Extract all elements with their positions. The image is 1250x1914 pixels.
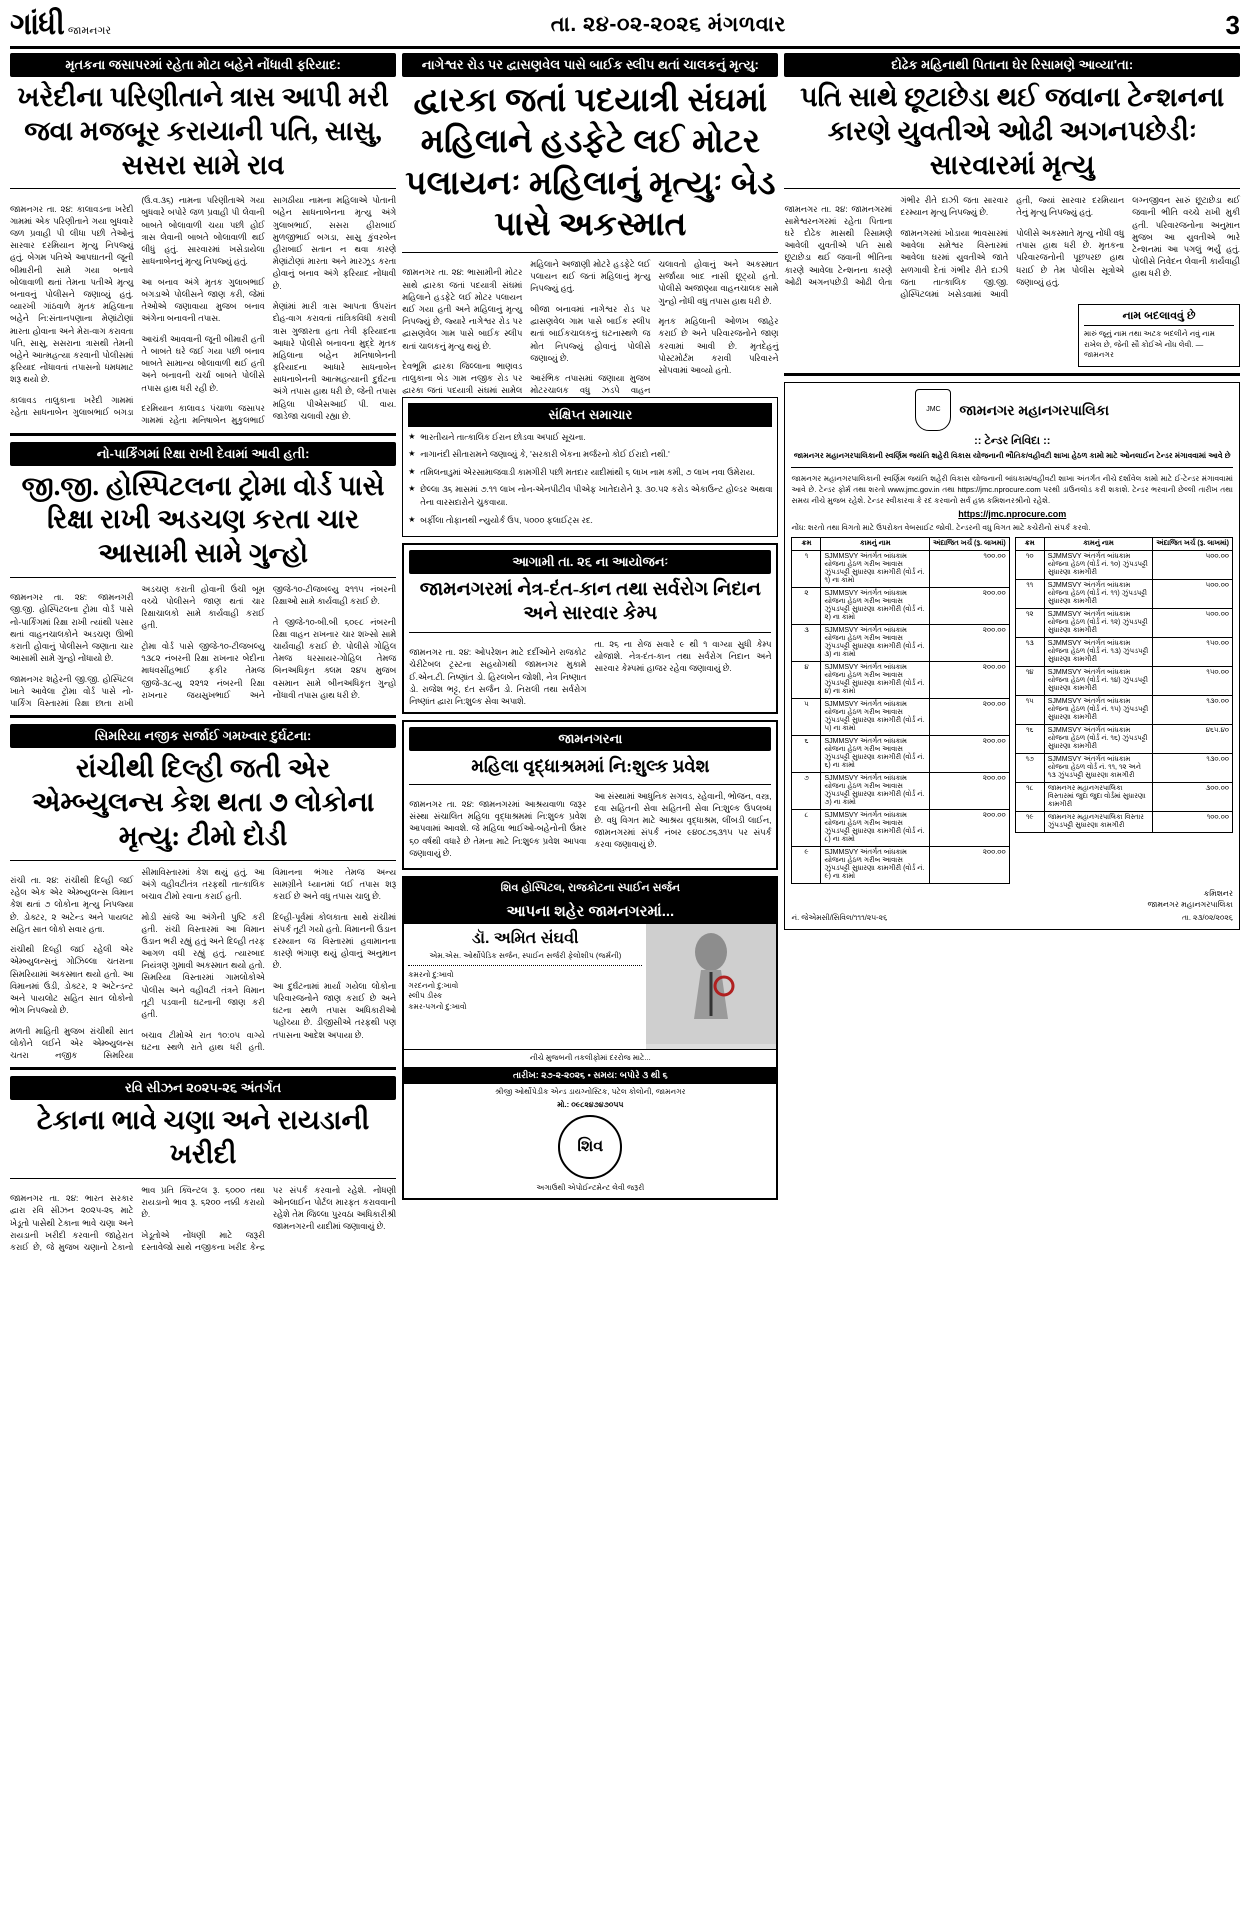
article-lead-accident <box>402 53 778 397</box>
paragraph: જામનગર તા. ૨૪: ઓપરેશન માટે દર્દીઓને રાજકોટ ચેરીટેબલ ટ્રસ્ટના સહયોગથી જામનગર મુકામે ઈ.એન.ટી. નિષ્ણાંત ડો. હિરલબેન જોશી, નેત્ર નિષ્ણાત ડો. રાજેશ ભટ્ટ, દંત સર્જન ડો. નિરાલી તથા સર્વરોગ નિષ્ણાંત દ્વારા નિ:શુલ્ક સેવા અપાશે. <box>409 647 587 706</box>
cell-work: SJMMSVY અંતર્ગત બાંધકામ યોજના હેઠળ ગરીબ આવાસ ઝુંપડપટ્ટી સુધારણા કામગીરી (વોર્ડ નં. ૮) ના કામો <box>821 809 929 846</box>
tender-body-text: જામનગર મહાનગરપાલિકાની સ્વર્ણિમ જયંતિ શહેરી વિકાસ યોજનાની બાંધકામ/વહીવટી શાખા અંતર્ગત નીચે દર્શાવેલ કામો માટે ઈ-ટેન્ડર મંગાવવામાં આવે છે. ટેન્ડર ફોર્મ તથા શરતો www.jmc.gov.in તથા https://jmc.nprocure.com પરથી ડાઉનલોડ કરી શકાશે. ટેન્ડર ભરવાની છેલ્લી તારીખ તથા સમય નીચે મુજબ રહેશે. ટેન્ડર સ્વીકારવા કે રદ કરવાનો સર્વ હક્ક કમિશનરશ્રીનો રહેશે. <box>791 473 1233 505</box>
cell-no: ૧૪ <box>1015 666 1044 695</box>
table-row <box>792 698 1009 735</box>
article-headline: ટેકાના ભાવે ચણા અને રાયડાની ખરીદી <box>36 1105 370 1170</box>
ad-illustration-spine <box>646 924 776 1049</box>
cell-work: SJMMSVY અંતર્ગત બાંધકામ યોજના હેઠળ (વોર્ડ નં. ૧૫) ઝુંપડપટ્ટી સુધારણા કામગીરી <box>1044 695 1152 724</box>
cell-work: SJMMSVY અંતર્ગત બાંધકામ યોજના હેઠળ (વોર્ડ નં. ૧૪) ઝુંપડપટ્ટી સુધારણા કામગીરી <box>1044 666 1152 695</box>
article-body <box>10 1184 396 1253</box>
cell-no: ૧૨ <box>1015 608 1044 637</box>
paragraph: ખેડૂતોએ નોંધણી માટે જરૂરી દસ્તાવેજો સાથે નજીકના ખરીદ કેન્દ્ર પર સંપર્ક કરવાનો રહેશે. નોંધણી ઓનલાઈન પોર્ટલ મારફત કરાવવાની રહેશે તેમ જિલ્લા પુરવઠા અધિકારીશ્રી જામનગરની યાદીમાં જણાવાયું છે. <box>141 1184 397 1253</box>
table-row <box>1015 550 1232 579</box>
tender-subtitle: જામનગર મહાનગરપાલિકાની સ્વર્ણિમ જયંતિ શહેરી વિકાસ યોજનાની ભૌતિક/વહીવટી શાખા હેઠળ કામો માટે ઓનલાઈન ટેન્ડર મંગાવવામાં આવે છે <box>793 451 1231 461</box>
ad-service-3: સ્લીપ ડીસ્ક <box>408 991 443 1001</box>
cell-amount: ૨૦૦.૦૦ <box>929 698 1009 735</box>
article-body <box>402 258 778 397</box>
paragraph: આ દુર્ઘટનામાં માર્યા ગયેલા લોકોના પરિવારજનોને જાણ કરાઈ છે અને ઘટના સ્થળે તપાસ અધિકારીઓ પહોંચ્યા છે. ડીજીસીએ તરફથી પણ તપાસના આદેશ અપાયા છે. <box>272 980 397 1040</box>
brief-news-list <box>408 431 772 527</box>
ad-band-line2: આપના શહેર જામનગરમાં... <box>404 899 776 924</box>
cell-work: SJMMSVY અંતર્ગત બાંધકામ યોજના હેઠળ (વોર્ડ નં. ૧૨) ઝુંપડપટ્ટી સુધારણા કામગીરી <box>1044 608 1152 637</box>
ad-service-1: કમરનો દુ:ખાવો <box>408 970 454 980</box>
column-middle <box>402 53 778 1200</box>
page-columns <box>10 53 1240 1253</box>
cell-no: ૧૮ <box>1015 782 1044 811</box>
logo-text: ગાંધી <box>10 8 64 41</box>
column-right <box>784 53 1240 930</box>
cell-amount: ૨૦૦.૦૦ <box>929 587 1009 624</box>
article-kicker: જામનગરના <box>409 727 771 751</box>
cell-no: ૮ <box>792 809 821 846</box>
list-item: ★ નાગાનંદી સીતારામને જણાવ્યું કે, 'સરકારી બેંકના મર્જરનો કોઈ ઈરાદો નથી.' <box>408 448 772 461</box>
tender-tables <box>791 533 1233 884</box>
article-kicker: મૃતકના જસાપરમાં રહેતા મોટા બહેને નોંધાવી ફરિયાદ: <box>10 53 396 77</box>
tender-table-left <box>791 537 1009 884</box>
cell-work: SJMMSVY અંતર્ગત બાંધકામ યોજના હેઠળ વોર્ડ નં. ૧૧, ૧૨ અને ૧૩ ઝુંપડપટ્ટી સુધારણા કામગીરી <box>1044 753 1152 782</box>
tender-ref-date: તા. ૨૩/૦૨/૨૦૨૬ <box>1182 913 1233 923</box>
col-header-work: કામનું નામ <box>1044 537 1152 550</box>
cell-amount: ૪૬૫.૪૦ <box>1153 724 1233 753</box>
notice-title: નામ બદલાવવું છે <box>1084 310 1234 326</box>
paragraph: બચાવ ટીમોએ રાત ૧૦:૦૫ વાગ્યે ઘટના સ્થળે રાતે હાથ ધરી હતી. વિમાનના ભંગાર તેમજ અન્ય સામગ્રીને ધ્યાનમાં લઈ તપાસ શરૂ કરાઈ છે અને વધુ તપાસ ચાલુ છે. <box>141 866 397 1052</box>
ad-doctor-name: ડૉ. અમિત સંઘવી <box>472 930 579 948</box>
page-number: 3 <box>1225 9 1240 40</box>
table-row <box>1015 724 1232 753</box>
paragraph: મોડી સાંજે આ અંગેની પુષ્ટિ કરી હતી. રાંચી વિસ્તારમાં આ વિમાન ઉડાન ભરી રહ્યું હતું અને દિલ્હી તરફ આગળ વધી રહ્યું હતું. ત્યારબાદ નિયંત્રણ ગુમાવી અકસ્માત થયો હતો. સિમરિયા વિસ્તારમાં ગામલોકોએ પોલીસ અને વહીવટી તંત્રને વિમાન તૂટી પડવાની ઘટનાની જાણ કરી હતી. <box>141 911 265 1020</box>
cell-amount: ૫૦૦.૦૦ <box>1153 608 1233 637</box>
ad-band-line1: શિવ હોસ્પિટલ, રાજકોટના સ્પાઈન સર્જન <box>404 878 776 899</box>
article-air-ambulance-crash <box>10 724 396 1061</box>
tender-notice <box>784 382 1240 930</box>
cell-work: SJMMSVY અંતર્ગત બાંધકામ યોજના હેઠળ (વોર્ડ નં. ૧૬) ઝુંપડપટ્ટી સુધારણા કામગીરી <box>1044 724 1152 753</box>
tender-ref-no: નં. જેએમસી/સિવિલ/૧૧૧/૨૫-૨૬ <box>791 913 888 923</box>
paragraph: જામનગર તા. ૨૪: જામનગરમાં આશ્રયવાળા જરૂર સંસ્થા સંચાલિત મહિલા વૃદ્ધાશ્રમમાં નિ:શુલ્ક પ્રવેશ આપવામાં આવશે. જે મહિલા ભાઈઓ-બહેનોની ઉંમર ૬૦ વર્ષથી વધારે છે તેમના માટે નિ:શુલ્ક પ્રવેશ આપવા જણાવાયું છે. <box>409 799 587 858</box>
cell-no: ૧૫ <box>1015 695 1044 724</box>
table-row <box>792 772 1009 809</box>
cell-no: ૫ <box>792 698 821 735</box>
cell-work: જામનગર મહાનગરપાલિકા વિસ્તાર ઝુંપડપટ્ટી સુધારણા કામગીરી <box>1044 811 1152 832</box>
brief-news-box <box>402 397 778 538</box>
cell-amount: ૧૩૦.૦૦ <box>1153 753 1233 782</box>
article-body <box>10 194 396 426</box>
table-row <box>1015 753 1232 782</box>
cell-amount: ૧૦૦.૦૦ <box>1153 811 1233 832</box>
masthead <box>10 8 1240 49</box>
paragraph: રાંચી તા. ૨૪: રાંચીથી દિલ્હી જઈ રહેલ એક એર એમ્બ્યુલન્સ વિમાન કેશ થતાં ૭ લોકોના મૃત્યુ નિપજ્યા છે. ડોક્ટર, ૨ અટેન્ડ અને પાયલટ સહિત સાત લોકો સવાર હતા. <box>10 874 134 934</box>
article-crop-procurement <box>10 1076 396 1253</box>
masthead-date: તા. ૨૪-૦૨-૨૦૨૬ મંગળવાર <box>550 13 786 36</box>
paragraph: જામનગર તા. ૨૪: કાલાવડના ખરેદી ગામમાં એક પરિણીતાને ગયા બુધવારે જળ પ્રવાહી પી લીધા પછી તેઓનું સારવાર દરમિયાન મૃત્યુ નિપજ્યું હતું. બેગમ પતિએ આપઘાતની જૂની બીમારીની સામે ગયા બનાવે બોલાવાળી થતાં તેમના પતીએ મૃત્યુ બનાવનું પોલીસને જણાવ્યું હતું. વ્યારખી ગાંઠવાળે મૃતક મહિલાના બહેને નિ:સંતાનપણાના મેણાંટોણાં મારતા હોવાના અને મેરા-વાગ કરાવતા પતિ, સાસુ, સસરાના ત્રાસથી તેમની બહેને આત્મહત્યા કરવાની પોલીસમાં ફરિયાદ નોંધાવતાં તપાસનો ધમધમાટ શરૂ થયો છે. <box>10 203 134 385</box>
article-domestic-violence <box>10 53 396 427</box>
cell-amount: ૨૦૦.૦૦ <box>929 624 1009 661</box>
paragraph: મૃતક મહિલાની ઓળખ જાહેર કરાઈ છે અને પરિવારજનોને જાણ કરવામાં આવી છે. મૃતદેહનું પોસ્ટમોર્ટમ કરાવી પરિવારને સોંપવામાં આવ્યો હતો. <box>658 316 779 375</box>
cell-work: જામનગર મહાનગરપાલિકા વિસ્તારમાં જુદા જુદા વોર્ડમાં સુધારણા કામગીરી <box>1044 782 1152 811</box>
table-row <box>792 661 1009 698</box>
cell-amount: ૧૦૦.૦૦ <box>929 550 1009 587</box>
article-headline: ખરેદીના પરિણીતાને ત્રાસ આપી મરી જવા મજબૂર કરાયાની પતિ, સાસુ, સસરા સામે રાવ <box>17 82 389 180</box>
article-body <box>10 866 396 1062</box>
spine-figure-icon <box>646 924 776 1044</box>
paragraph: આ બનાવ અંગે મૃતક ગુલાબભાઈ બગડાએ પોલીસને જાણ કરી, જેમાં તેઓએ જણાવાયા મુજબ બનાવ અંગેના બનાવની તપાસ. <box>141 276 265 324</box>
cell-no: ૬ <box>792 735 821 772</box>
article-body <box>409 638 771 707</box>
municipal-crest-icon: JMC <box>915 389 951 431</box>
list-item: ★ ભારતીયને તાત્કાલિક ઈરાન છોડવા અપાઈ સૂચના. <box>408 431 772 444</box>
tender-portal-link[interactable]: https://jmc.nprocure.com <box>958 508 1067 519</box>
table-row <box>1015 782 1232 811</box>
cell-amount: ૨૦૦.૦૦ <box>929 846 1009 883</box>
paragraph: જામનગર તા. ૨૪: જામનગરમાં સામેશ્વરનગરમાં રહેતા પિતાના ઘરે દોઢેક માસથી રિસામણે આવેલી યુવતીએ પતિ સાથે છૂટાછેડા થઈ જવાની ભીતિના કારણે આવેલા ટેન્શનના કારણે ઓઢી અગનપછેડી ઓઢી લેતા ગંભીર રીતે દાઝી જતા સારવાર દરમ્યાન મૃત્યુ નિપજ્યું છે. <box>784 195 1009 287</box>
brief-news-title: સંક્ષિપ્ત સમાચાર <box>408 403 772 427</box>
ad-doctor-qualification: એમ.એસ. ઓર્થોપેડિક સર્જન, સ્પાઈન સર્જરી ફેલોશીપ (જર્મની) <box>429 950 622 960</box>
list-item: ★ બર્ફીલા તોફાનથી ન્યુયોર્ક ઉપ, ૫૦૦૦ ફલાઈટ્સ રદ. <box>408 514 772 527</box>
cell-work: SJMMSVY અંતર્ગત બાંધકામ યોજના હેઠળ ગરીબ આવાસ ઝુંપડપટ્ટી સુધારણા કામગીરી (વોર્ડ નં. ૬) ના કામો <box>821 735 929 772</box>
cell-amount: ૫૦૦.૦૦ <box>1153 579 1233 608</box>
ad-date-line: તારીખ: ૨૭-૨-૨૦૨૬ • સમય: બપોરે ૩ થી ૬ <box>404 1067 776 1084</box>
article-health-camp <box>402 543 778 714</box>
sign-designation: કમિશનર <box>1203 888 1233 898</box>
logo-subtext: જામનગર <box>67 25 112 37</box>
cell-work: SJMMSVY અંતર્ગત બાંધકામ યોજના હેઠળ ગરીબ આવાસ ઝુંપડપટ્ટી સુધારણા કામગીરી (વોર્ડ નં. ૭) ના કામો <box>821 772 929 809</box>
tender-title: :: ટેન્ડર નિવિદા :: <box>974 435 1051 448</box>
table-header-row <box>792 537 1009 550</box>
cell-amount: ૧૫૦.૦૦ <box>1153 666 1233 695</box>
paragraph: આ સંસ્થામાં આધુનિક સગવડ, રહેવાની, ભોજન, વસ્ત્ર, દવા સહિતની સેવા સહિતની સેવા નિ:શુલ્ક ઉપલબ્ધ છે. વધુ વિગત માટે આશ્રય વૃદ્ધાશ્રમ, લીંબડી લાઈન, જામનગરમાં સંપર્ક નંબર ૯૪૦૮૭૬૩૧૫ પર સંપર્ક કરવા જણાવાયું છે. <box>594 790 772 850</box>
tender-header <box>791 389 1233 431</box>
ad-note: નીચે મુજબની તકલીફોમાં દરરોજ માટે... <box>404 1049 776 1067</box>
table-row <box>1015 637 1232 666</box>
paragraph: કાલાવડ તાલુકાના ખરેદી ગામમાં રહેતા સાધનાબેન ગુલાબભાઈ બગડા (ઉ.વ.૩૬) નામના પરિણીતાએ ગયા બુધવારે બપોરે જળ પ્રવાહી પી લેવાની બાબતે બોલાવાળી ચયા પછી હોઈ ત્રાસ લેવાની બાબતે બોલાવાળી થઈ લીધું હતું. સારવારમાં ખસેડાયેલા સાધનાબેનનું મૃત્યુ નિપજ્યું હતું. <box>10 195 265 418</box>
ad-service-2: ગરદનનો દુ:ખાવો <box>408 980 459 990</box>
article-body <box>10 583 396 709</box>
cell-work: SJMMSVY અંતર્ગત બાંધકામ યોજના હેઠળ ગરીબ આવાસ ઝુંપડપટ્ટી સુધારણા કામગીરી (વોર્ડ નં. ૪) ના કામો <box>821 661 929 698</box>
paragraph: જામનગર તા. ૨૪: ભારત સરકાર દ્વારા રવિ સીઝન ૨૦૨૫-૨૬ માટે ખેડૂતો પાસેથી ટેકાના ભાવે ચણા અને રાયડાની ખરીદી કરવાની જાહેરાત કરાઈ છે, જે મુજબ ચણાનો ટેકાનો ભાવ પ્રતિ ક્વિન્ટલ રૂ. ૬૦૦૦ તથા રાયડાનો ભાવ રૂ. ૬૨૦૦ નક્કી કરાયો છે. <box>10 1184 265 1253</box>
paragraph: દેવભૂમિ દ્વારકા જિલ્લાના ભાણવડ તાલુકાના બેડ ગામ નજીક રોડ પર દ્વારકા જતાં પદયાત્રી સંઘમાં સામેલ મહિલાને અજાણી મોટરે હડફેટે લઈ પલાયન થઈ જતાં મહિલાનું મૃત્યુ નિપજ્યું હતું. <box>402 259 651 396</box>
cell-work: SJMMSVY અંતર્ગત બાંધકામ યોજના હેઠળ ગરીબ આવાસ ઝુંપડપટ્ટી સુધારણા કામગીરી (વોર્ડ નં. ૩) ના કામો <box>821 624 929 661</box>
ad-service-4: કમર-પગનો દુ:ખાવો <box>408 1002 467 1012</box>
tender-org-name: જામનગર મહાનગરપાલિકા <box>959 401 1110 418</box>
paragraph: ટ્રોમા વોર્ડ પાસે જીજે-૧૦-ટીજબલ્યુ ૧૩૮૨ નંબરની રિક્ષા રાખનાર બેદીના માધવસીંહભાઈ ફકીર તેમજ જીજે-૩૮-યુ ૨૨૧૨ નંબરની રિક્ષા રાખનાર જયસુખભાઈ અને જીજે-૧૦-ટીજબલ્યુ ૨૧૧૫ નંબરની રિક્ષાઓ સામે કાર્યવાહી કરાઈ છે. <box>141 583 397 700</box>
table-row <box>792 624 1009 661</box>
tender-note: નોંધ: શરતો તથા વિગતો માટે ઉપરોક્ત વેબસાઈટ જોવી. ટેન્ડરની વધુ વિગત માટે કચેરીનો સંપર્ક કરવો. <box>791 522 1091 532</box>
article-suicide-divorce <box>784 53 1240 367</box>
article-old-age-home <box>402 720 778 870</box>
name-change-notice <box>1078 304 1240 367</box>
article-kicker: નાગેશ્વર રોડ પર દ્વાસણવેલ પાસે બાઈક સ્લીપ થતાં ચાલકનું મૃત્યુ: <box>402 53 778 77</box>
col-header-amount: અંદાજિત ખર્ચ (રૂ. લાખમાં) <box>929 537 1009 550</box>
paragraph: દિલ્હી-પૂર્વમાં કોલકાતા સાથે રાંચીમાં સંપર્ક તૂટી ગયો હતો. વિમાનની ઉડાન દરમ્યાન જ વિસ્તારમાં હવામાનના કારણે ભંગાણ થયું હોવાનું અનુમાન છે. <box>272 911 397 971</box>
table-row <box>792 587 1009 624</box>
cell-no: ૪ <box>792 661 821 698</box>
article-headline: જામનગરમાં નેત્ર-દંત-કાન તથા સર્વરોગ નિદાન અને સારવાર કેમ્પ <box>419 579 761 625</box>
paragraph: મેણાંમાં મારી ત્રાસ આપતા ઉપરાંત દોહ-વાગ કરાવતાં તાંત્રિકવિધી કરાવી ત્રાસ ગુજારતા હતા તેવી ફરિયાદના આધારે પોલીસે બનાવના મુદ્દે મૃતક મહિલાના બહેન મનિષાબેનની ફરિયાદના આધારે સાધનાબેન સાધનાબેનની આત્મહત્યાની દુર્ઘટના અંગે તપાસ હાથ ધરી છે, જેની તપાસ મહિલા પીએસઆઈ પી. વાય. જાડેજા ચલાવી રહ્યા છે. <box>272 301 397 421</box>
article-body <box>784 194 1240 300</box>
cell-no: ૧૧ <box>1015 579 1044 608</box>
article-kicker: રવિ સીઝન ૨૦૨૫-૨૬ અંતર્ગત <box>10 1076 396 1100</box>
col-header-amount: અંદાજિત ખર્ચ (રૂ. લાખમાં) <box>1153 537 1233 550</box>
cell-work: SJMMSVY અંતર્ગત બાંધકામ યોજના હેઠળ ગરીબ આવાસ ઝુંપડપટ્ટી સુધારણા કામગીરી (વોર્ડ નં. ૯) ના કામો <box>821 846 929 883</box>
cell-amount: ૫૦૦.૦૦ <box>1153 550 1233 579</box>
cell-no: ૨ <box>792 587 821 624</box>
list-item: ★ છેલ્લા ૩૬ માસમાં ૭.૧૧ લાખ નોન-એનપીટીવ પીએફ ખાતેદારોને રૂ. ૩૦.૫૨ કરોડ એકાઉન્ટ હોલ્ડર અથવા તેના વારસદારોને ચુકવાયા. <box>408 483 772 508</box>
cell-work: SJMMSVY અંતર્ગત બાંધકામ યોજના હેઠળ ગરીબ આવાસ ઝુંપડપટ્ટી સુધારણા કામગીરી (વોર્ડ નં. ૫) ના કામો <box>821 698 929 735</box>
sign-organisation: જામનગર મહાનગરપાલિકા <box>1147 899 1233 909</box>
paragraph: તે જીજે-૧૦-બી.બી ૬૦૯૮ નંબરની રિક્ષા વાહન રાખનાર ચાર શખ્સો સામે ચાર્યવાહી કરાઈ છે. પોલીસે ગોહિલ તેમજ ધરસાયર-ગોહિલ તેમજ બિનઅધિકૃત ક્લમ ૨૪૫ મુજબ વસમાન સામે બીનઅધિકૃત ગુન્હો નોંધાવી તપાસ હાથ ધરી છે. <box>272 616 397 700</box>
cell-amount: ૨૦૦.૦૦ <box>929 661 1009 698</box>
list-item: ★ તમિલનાડુમાં એરસામાજવાડી કામગીરી પછી મતદાર યાદીમાંથી ૬ લાખ નામ કમી, ૭ લાખ નવા ઉમેરાય. <box>408 466 772 479</box>
cell-no: ૧૭ <box>1015 753 1044 782</box>
col-header-work: કામનું નામ <box>821 537 929 550</box>
cell-no: ૧ <box>792 550 821 587</box>
paragraph: લગ્નજીવન સારું છૂટાછેડા થઈ જવાની ભીતિ વચ્ચે રાખી મુકી હતી. પરિવારજનોના અનુમાન મુજબ આ યુવતીએ ભારે ટેન્શનમાં આ પગલું ભર્યું હતું. પોલીસે નિવેદન લેવાની કાર્યવાહી હાથ ધરી છે. <box>1132 195 1240 279</box>
col-header-no: ક્રમ <box>792 537 821 550</box>
cell-work: SJMMSVY અંતર્ગત બાંધકામ યોજના હેઠળ ગરીબ આવાસ ઝુંપડપટ્ટી સુધારણા કામગીરી (વોર્ડ નં. ૧) ના કામો <box>821 550 929 587</box>
cell-amount: ૨૦૦.૦૦ <box>929 735 1009 772</box>
paragraph: બીજા બનાવમાં નાગેશ્વર રોડ પર દ્વાસણવેલ ગામ પાસે બાઈક સ્લીપ થતાં બાઈકચાલકનું ઘટનાસ્થળે જ મોત નિપજ્યું હોવાનું પોલીસે જણાવ્યું છે. <box>530 303 651 363</box>
cell-no: ૯ <box>792 846 821 883</box>
paragraph: જામનગરમાં ખોડાયા ભાવસારમાં આવેલા સમેશ્વર વિસ્તારમાં આવેલા ઘરમાં યુવતીએ જાતે સળગાવી દેતાં ગંભીર રીતે દાઝી જતા તાત્કાલિક જી.જી. હોસ્પિટલમાં ખસેડવામાં આવી હતી, જ્યાં સારવાર દરમિયાન તેનું મૃત્યુ નિપજ્યું હતું. <box>900 195 1125 299</box>
ad-content <box>404 924 776 1049</box>
ad-appointment-note: અગાઉથી એપોઈન્ટમેન્ટ લેવી જરૂરી <box>536 1183 645 1193</box>
table-row <box>1015 811 1232 832</box>
cell-no: ૧૦ <box>1015 550 1044 579</box>
cell-no: ૩ <box>792 624 821 661</box>
cell-work: SJMMSVY અંતર્ગત બાંધકામ યોજના હેઠળ ગરીબ આવાસ ઝુંપડપટ્ટી સુધારણા કામગીરી (વોર્ડ નં. ૨) ના કામો <box>821 587 929 624</box>
article-kicker: સિમરિયા નજીક સર્જાઈ ગમખ્વાર દુર્ઘટના: <box>10 724 396 748</box>
ad-place: શ્રીજી ઓર્થોપેડીક એન્ડ ડાયગ્નોસ્ટિક, પટેલ કોલોની, જામનગર <box>495 1086 686 1096</box>
article-headline: મહિલા વૃદ્ધાશ્રમમાં નિ:શુલ્ક પ્રવેશ <box>471 756 710 777</box>
masthead-logo <box>10 8 111 42</box>
paragraph: જામનગર તા. ૨૪: જામનગરી જી.જી. હોસ્પિટલના ટ્રોમા વોર્ડ પાસે નો-પાર્કિંગમાં રિક્ષા રાખી ત્યાંથી પસાર થતાં વાહનચાલકોને અડચણ ઊભી કરાતી હોવાનું પોલીસને જણાતા ચાર આસામી સામે ગુન્હો નોંધાયો છે. <box>10 592 134 664</box>
tender-table-right <box>1015 537 1233 833</box>
column-left <box>10 53 396 1253</box>
article-kicker: નો-પાર્કિંગમાં રિક્ષા રાખી દેવામાં આવી હતી: <box>10 442 396 466</box>
table-row <box>1015 579 1232 608</box>
paragraph: પોલીસે અકસ્માતે મૃત્યુ નોંધી વધુ તપાસ હાથ ધરી છે. મૃતકના પરિવારજનોની પૂછપરછ હાથ ધરાઈ છે તેમ પોલીસ સૂત્રોએ જણાવ્યું હતું. <box>1016 228 1125 287</box>
article-kicker: દોઢેક મહિનાથી પિતાના ઘેર રિસામણે આવ્યા'તા: <box>784 53 1240 77</box>
cell-no: ૧૬ <box>1015 724 1044 753</box>
paragraph: આરંભિક તપાસમાં જણાયા મુજબ મોટરચાલક વધુ ઝડપે વાહન ચલાવતો હોવાનું અને અકસ્માત સર્જાયા બાદ નાસી છૂટ્યો હતો. પોલીસે અજાણ્યા વાહનચાલક સામે ગુન્હો નોંધી વધુ તપાસ હાથ ધરી છે. <box>530 259 779 396</box>
cell-amount: ૩૦૦.૦૦ <box>1153 782 1233 811</box>
tender-reference <box>791 913 1233 923</box>
table-header-row <box>1015 537 1232 550</box>
paragraph: આચંકી આવવાની જૂની બીમારી હતી તે બાબતે ઘરે જઈ ગયા પછી બનાવ બાબતે સામાન્ય બોલાવાળી થઈ હતી અને બનાવની ચર્ચા બાબતે પોલીસે તપાસ હાથ ધરી રહી છે. <box>141 333 265 393</box>
article-kicker: આગામી તા. ૨૬ ના આયોજનઃ <box>409 550 771 574</box>
cell-amount: ૧૫૦.૦૦ <box>1153 637 1233 666</box>
ad-phone[interactable]: મો.: ૦૯૮૨૪૭૪૭૦૫૫ <box>557 1100 624 1110</box>
cell-work: SJMMSVY અંતર્ગત બાંધકામ યોજના હેઠળ (વોર્ડ નં. ૧૦) ઝુંપડપટ્ટી સુધારણા કામગીરી <box>1044 550 1152 579</box>
article-headline: જી.જી. હોસ્પિટલના ટ્રોમા વોર્ડ પાસે રિક્ષા રાખી અડચણ કરતા ચાર આસામી સામે ગુન્હો <box>21 470 385 569</box>
advertisement-spine-surgeon[interactable] <box>402 876 778 1200</box>
article-body <box>409 790 771 864</box>
notice-text: મારું જૂનું નામ તથા અટક બદલીને નવું નામ રાખેલ છે, જેની સૌ કોઈએ નોંધ લેવી. — જામનગર <box>1084 329 1215 360</box>
ad-text-block <box>404 924 646 1049</box>
cell-no: ૧૩ <box>1015 637 1044 666</box>
cell-amount: ૧૩૦.૦૦ <box>1153 695 1233 724</box>
cell-work: SJMMSVY અંતર્ગત બાંધકામ યોજના હેઠળ (વોર્ડ નં. ૧૧) ઝુંપડપટ્ટી સુધારણા કામગીરી <box>1044 579 1152 608</box>
table-row <box>792 809 1009 846</box>
cell-work: SJMMSVY અંતર્ગત બાંધકામ યોજના હેઠળ (વોર્ડ નં. ૧૩) ઝુંપડપટ્ટી સુધારણા કામગીરી <box>1044 637 1152 666</box>
cell-amount: ૨૦૦.૦૦ <box>929 809 1009 846</box>
paragraph: જામનગર શહેરની જી.જી. હોસ્પિટલ ખાતે આવેલા ટ્રોમા વોર્ડ પાસે નો-પાર્કિંગ વિસ્તારમાં રિક્ષા છાતા રાખી અડચણ કરાતી હોવાની ઉંચી બૂમ વચ્ચે પોલીસને જાણ થતાં ચાર રિક્ષાચાલકો સામે કાર્યવાહી કરાઈ હતી. <box>10 583 265 709</box>
table-row <box>792 846 1009 883</box>
article-headline: દ્વારકા જતાં પદયાત્રી સંઘમાં મહિલાને હડફેટે લઈ મોટર પલાયનઃ મહિલાનું મૃત્યુઃ બેડ પાસે અકસ્માત <box>405 83 776 243</box>
paragraph: તા. ૨૬ ના રોજ સવારે ૯ થી ૧ વાગ્યા સુધી કેમ્પ યોજાશે. નેત્ર-દંત-કાન તથા સર્વરોગ નિદાન અને સારવાર કેમ્પમાં હાજર રહેવા જણાવાયું છે. <box>594 638 772 674</box>
table-row <box>1015 695 1232 724</box>
paragraph: મળતી માહિતી મુજબ રાંચીથી સાત લોકોને લઈને એર એમ્બ્યુલન્સ ચતરા નજીક સિમરિયા સીમાવિસ્તારમાં કેશ થયું હતું. આ અંગે વહીવટીતંત્ર તરફથી તાત્કાલિક બચાવ ટીમો રવાના કરાઈ હતી. <box>10 866 265 1061</box>
article-rickshaw-parking <box>10 442 396 710</box>
paragraph: રાંચીથી દિલ્હી જઈ રહેલી એર એમ્બ્યુલન્સનું ગોઝિલ્લા ચતરાના સિમરિયામાં અકસ્માત થયો હતો. આ વિમાનમાં ઉડી, ડોક્ટર, ૨ અટેન્ડન્ટ અને પાયલોટ સહિત સાત લોકોનો ભોગ નિપજ્યો છે. <box>10 944 134 1016</box>
tender-signature <box>791 888 1233 910</box>
paragraph: જામનગર તા. ૨૪: ભાસામીની મોટર સાથે દ્વારકા જતાં પદયાત્રી સંઘમાં મહિલાને હડફેટે લઈ મોટર પલાયન થઈ ગયા હતી અને મહિલાનું મૃત્યુ નિપજ્યું છે, જ્યારે નાગેશ્વર રોડ પર દ્વાસણવેલ ગામ પાસે બાઈક સ્લીપ થતાં ચાલકનું મૃત્યુ થયું છે. <box>402 267 523 351</box>
paragraph: દરમિયાન કાલાવડ પંચાળા જસાપર ગામમાં રહેતા મનિષાબેન મુકુલભાઈ સાગઠીયા નામના મહિલાએ પોતાની બહેન સાધનાબેનના મૃત્યુ અંગે ગુલાબભાઈ, સસરા હીરાબાઈ મુળજીભાઈ બગડા, સાસુ કુંવરબેન હીરાબાઈ સતાન ન થવા કારણે મેણાંટોણાં મારતા અને મારઝૂડ કરતા હોવાનું બનાવ અંગે ફરિયાદ નોંધાવી છે. <box>141 195 397 426</box>
ad-logo-seal: શિવ <box>558 1115 622 1179</box>
cell-amount: ૨૦૦.૦૦ <box>929 772 1009 809</box>
table-row <box>1015 666 1232 695</box>
cell-no: ૧૯ <box>1015 811 1044 832</box>
article-headline: રાંચીથી દિલ્હી જતી એર એમ્બ્યુલન્સ કેશ થતા ૭ લોકોના મૃત્યુ: ટીમો દોડી <box>31 753 375 851</box>
col-header-no: ક્રમ <box>1015 537 1044 550</box>
table-row <box>1015 608 1232 637</box>
article-headline: પતિ સાથે છૂટાછેડા થઈ જવાના ટેન્શનના કારણે યુવતીએ ઓઢી અગનપછેડીઃ સારવારમાં મૃત્યુ <box>800 82 1225 180</box>
table-row <box>792 550 1009 587</box>
cell-no: ૭ <box>792 772 821 809</box>
table-row <box>792 735 1009 772</box>
